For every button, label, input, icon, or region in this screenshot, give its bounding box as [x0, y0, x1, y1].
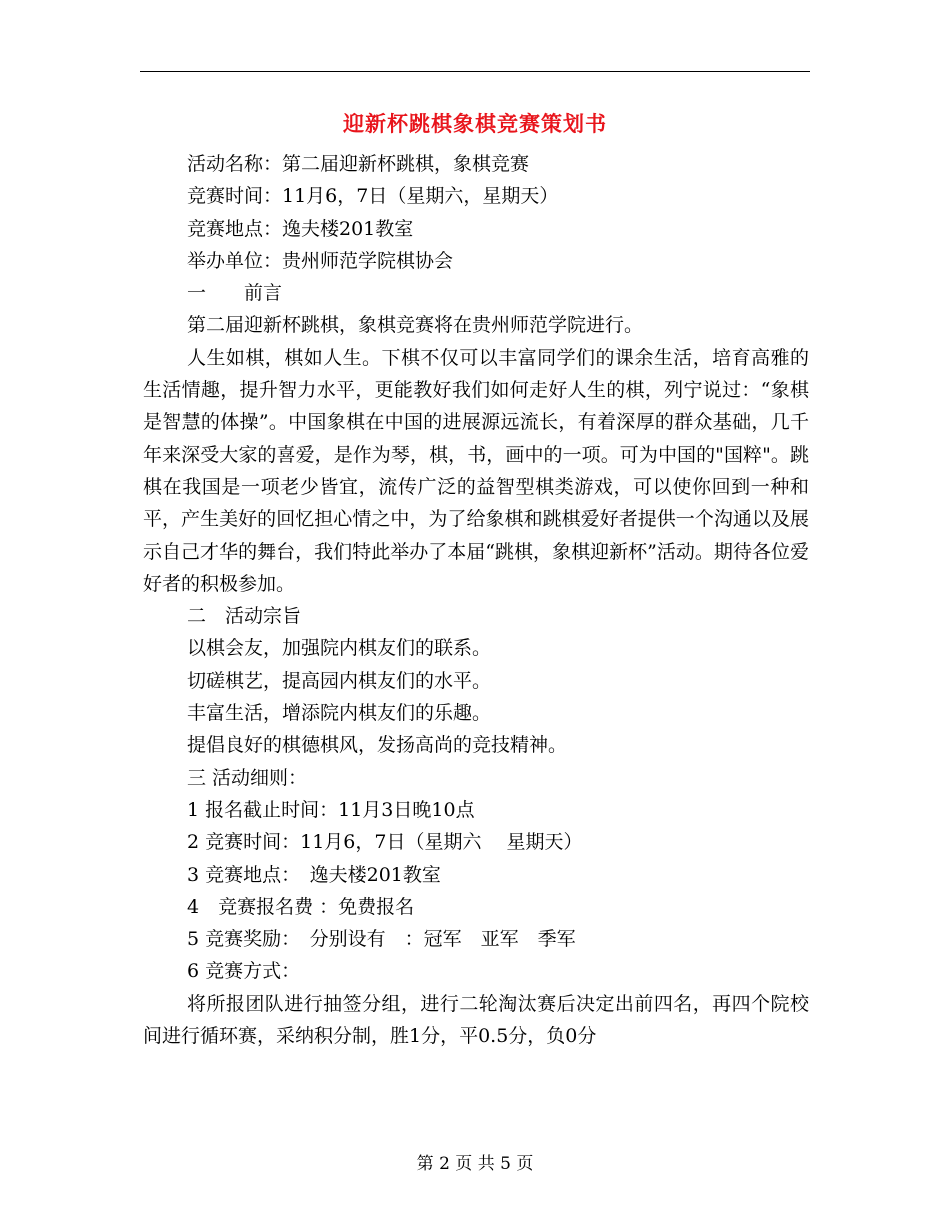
document-title: 迎新杯跳棋象棋竞赛策划书 — [343, 111, 607, 136]
section-heading-preface: 一 前言 — [187, 282, 283, 305]
competition-venue-line: 竞赛地点：逸夫楼201教室 — [187, 217, 414, 240]
preface-paragraph-1: 第二届迎新杯跳棋，象棋竞赛将在贵州师范学院进行。 — [187, 314, 644, 337]
preface-paragraph-2: 人生如棋，棋如人生。下棋不仅可以丰富同学们的课余生活，培育高雅的生活情趣，提升智力水平，更能教好我们如何走好人生的棋，列宁说过：“象棋是智慧的体操”。中国象棋在中国的进展源远流长，有着深厚的群众基础，几千年来深受大家的喜爱，是作为琴，棋，书，画中的一项。可为中国的"国粹"。跳棋在我国是一项老少皆宜，流传广泛的益智型棋类游戏，可以使你回到一种和平，产生美好的回忆担心情之中，为了给象棋和跳棋爱好者提供一个沟通以及展示自己才华的舞台，我们特此举办了本届“跳棋，象棋迎新杯”活动。期待各位爱好者的积极参加。 — [143, 346, 809, 595]
purpose-item: 提倡良好的棋德棋风，发扬高尚的竞技精神。 — [187, 734, 568, 757]
organizer-line: 举办单位：贵州师范学院棋协会 — [187, 249, 454, 272]
rule-item: 2 竞赛时间：11月6，7日（星期六 星期天） — [187, 831, 583, 854]
section-heading-rules: 三 活动细则： — [187, 766, 308, 789]
section-heading-purpose: 二 活动宗旨 — [187, 605, 302, 628]
purpose-item: 切磋棋艺，提高园内棋友们的水平。 — [187, 669, 492, 692]
rule-item: 3 竞赛地点： 逸夫楼201教室 — [187, 863, 441, 886]
rule-item: 6 竞赛方式： — [187, 960, 301, 983]
rule-item: 1 报名截止时间：11月3日晚10点 — [187, 798, 475, 821]
document-body — [143, 148, 809, 1052]
competition-format-paragraph: 将所报团队进行抽签分组，进行二轮淘汰赛后决定出前四名，再四个院校间进行循环赛，采纳积分制，胜1分，平0.5分，负0分 — [143, 992, 809, 1048]
purpose-item: 丰富生活，增添院内棋友们的乐趣。 — [187, 702, 492, 725]
rule-item: 5 竞赛奖励： 分别设有 ：冠军 亚军 季军 — [187, 928, 576, 951]
header-rule — [140, 71, 810, 72]
rule-item: 4 竞赛报名费 ：免费报名 — [187, 895, 415, 918]
purpose-item: 以棋会友，加强院内棋友们的联系。 — [187, 637, 492, 660]
competition-time-line: 竞赛时间：11月6，7日（星期六，星期天） — [187, 185, 559, 208]
activity-name-line: 活动名称：第二届迎新杯跳棋，象棋竞赛 — [187, 153, 530, 175]
page-footer: 第 2 页 共 5 页 — [416, 1154, 534, 1174]
